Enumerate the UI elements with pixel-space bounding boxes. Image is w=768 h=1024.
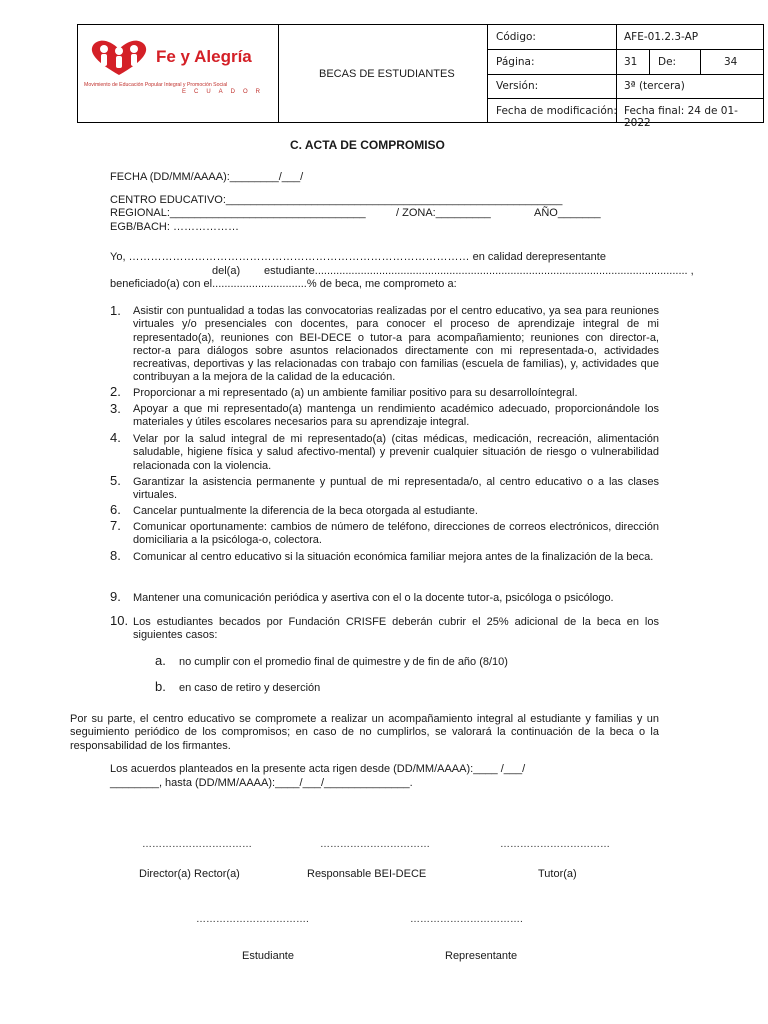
list-item: Garantizar la asistencia permanente y puntual de mi representada/o, al centro educativo o a las clases virtuales.	[133, 476, 659, 502]
list-item: Comunicar oportunamente: cambios de número de teléfono, direcciones de correos electrónicos, dirección domiciliaria a la psicóloga-o, colectora.	[133, 521, 659, 547]
list-item: Velar por la salud integral de mi representado(a) (citas médicas, medicación, recreación, alimentación saludable, higiene física y salud afectivo-mental) y prevenir cualquier situación de riesgo o vulnerabilidad relacionada con la violencia.	[133, 433, 659, 472]
signature-label-responsable: Responsable BEI-DECE	[307, 868, 427, 880]
closing-paragraph: Por su parte, el centro educativo se compromete a realizar un acompañamiento integral al estudiante y familias y un seguimiento periódico de los compromisos; en caso de no cumplirlos, se valorará la continuación de la beca o la responsabilidad de los firmantes.	[70, 713, 659, 752]
version-value: 3ª (tercera)	[624, 80, 685, 92]
list-item: Mantener una comunicación periódica y asertiva con el o la docente tutor-a, psicóloga o psicólogo.	[133, 592, 614, 604]
centro-educativo-field: CENTRO EDUCATIVO:_______________________________________________________	[110, 194, 563, 206]
list-item-number: 1.	[110, 303, 121, 318]
signature-line-representante: …………………………….	[410, 914, 523, 925]
pagina-value: 31	[624, 56, 638, 68]
anio-field: AÑO_______	[534, 207, 601, 219]
signature-line-tutor: ……………………………	[500, 839, 610, 850]
list-item-number: 4.	[110, 430, 121, 445]
organization-logo	[82, 33, 272, 113]
list-item: Cancelar puntualmente la diferencia de la beca otorgada al estudiante.	[133, 505, 478, 517]
sublist-item: no cumplir con el promedio final de quimestre y de fin de año (8/10)	[179, 656, 508, 668]
signature-label-estudiante: Estudiante	[242, 950, 294, 962]
sublist-item-letter: b.	[155, 679, 166, 694]
sublist-item-letter: a.	[155, 653, 166, 668]
intro-line-1: Yo, ………………………………………………………………………………… en calidad derepresentante	[110, 251, 606, 263]
logo-subtitle: Movimiento de Educación Popular Integral y Promoción Social	[84, 82, 228, 88]
signature-label-director: Director(a) Rector(a)	[139, 868, 240, 880]
section-title: C. ACTA DE COMPROMISO	[290, 138, 445, 152]
list-item: Proporcionar a mi representado (a) un ambiente familiar positivo para su desarrolloíntegral.	[133, 387, 578, 399]
logo-text: Fe y Alegría	[156, 47, 252, 66]
de-value: 34	[724, 56, 738, 68]
signature-label-tutor: Tutor(a)	[538, 868, 577, 880]
document-header-table	[77, 24, 764, 129]
validity-line-2: ________, hasta (DD/MM/AAAA):____/___/______________.	[110, 777, 413, 789]
list-item-number: 6.	[110, 502, 121, 517]
fecha-modificacion-value: Fecha final: 24 de 01-2022	[624, 105, 738, 129]
regional-field: REGIONAL:________________________________	[110, 207, 366, 219]
list-item: Los estudiantes becados por Fundación CRISFE deberán cubrir el 25% adicional de la beca en los siguientes casos:	[133, 616, 659, 642]
version-label: Versión:	[496, 80, 539, 92]
signature-line-estudiante: …………………………….	[196, 914, 309, 925]
de-label: De:	[658, 56, 677, 68]
list-item-number: 8.	[110, 548, 121, 563]
list-item-number: 2.	[110, 384, 121, 399]
list-item: Apoyar a que mi representado(a) mantenga un rendimiento académico adecuado, proporcionándole los materiales y útiles escolares necesarios para su aprendizaje integral.	[133, 403, 659, 429]
list-item: Asistir con puntualidad a todas las convocatorias realizadas por el centro educativo, ya sea para reuniones virtuales y/o presenciales con docentes, para conocer el proceso de aprendizaje integral de mi representado(a), reuniones con BEI-DECE o tutor-a para acompañamiento; reuniones con director-a, rector-a para diálogos sobre asuntos relacionados directamente con mi representada-o, actividades recreativas, deportivas y las relacionadas con trabajo con familias (escuela de familias), y, actividades que contribuyan a la mejora de la calidad de la educación.	[133, 305, 659, 384]
codigo-label: Código:	[496, 31, 536, 43]
hearts-figures-icon	[84, 37, 154, 77]
intro-line-2b: estudiante.......................................................................................................................... ,	[264, 265, 694, 277]
list-item-number: 9.	[110, 589, 121, 604]
document-title: BECAS DE ESTUDIANTES	[319, 68, 455, 80]
egb-field: EGB/BACH: ………………	[110, 221, 239, 233]
list-item-number: 3.	[110, 401, 121, 416]
pagina-label: Página:	[496, 56, 535, 68]
codigo-value: AFE-01.2.3-AP	[624, 31, 699, 43]
list-item-number: 5.	[110, 473, 121, 488]
list-item-number: 7.	[110, 518, 121, 533]
sublist-item: en caso de retiro y deserción	[179, 682, 321, 694]
logo-country: ECUADOR	[182, 89, 269, 95]
fecha-field: FECHA (DD/MM/AAAA):________/___/	[110, 171, 304, 183]
zona-field: / ZONA:_________	[396, 207, 491, 219]
validity-line-1: Los acuerdos planteados en la presente acta rigen desde (DD/MM/AAAA):____ /___/	[110, 763, 526, 775]
list-item: Comunicar al centro educativo si la situación económica familiar mejora antes de la finalización de la beca.	[133, 551, 654, 563]
signature-line-responsable: ……………………………	[320, 839, 430, 850]
signature-line-director: ……………………………	[142, 839, 252, 850]
fecha-modificacion-label: Fecha de modificación:	[496, 105, 617, 117]
intro-line-3: beneficiado(a) con el...............................% de beca, me comprometo a:	[110, 278, 457, 290]
list-item-number: 10.	[110, 613, 129, 628]
intro-line-2a: del(a)	[212, 265, 241, 277]
signature-label-representante: Representante	[445, 950, 518, 962]
